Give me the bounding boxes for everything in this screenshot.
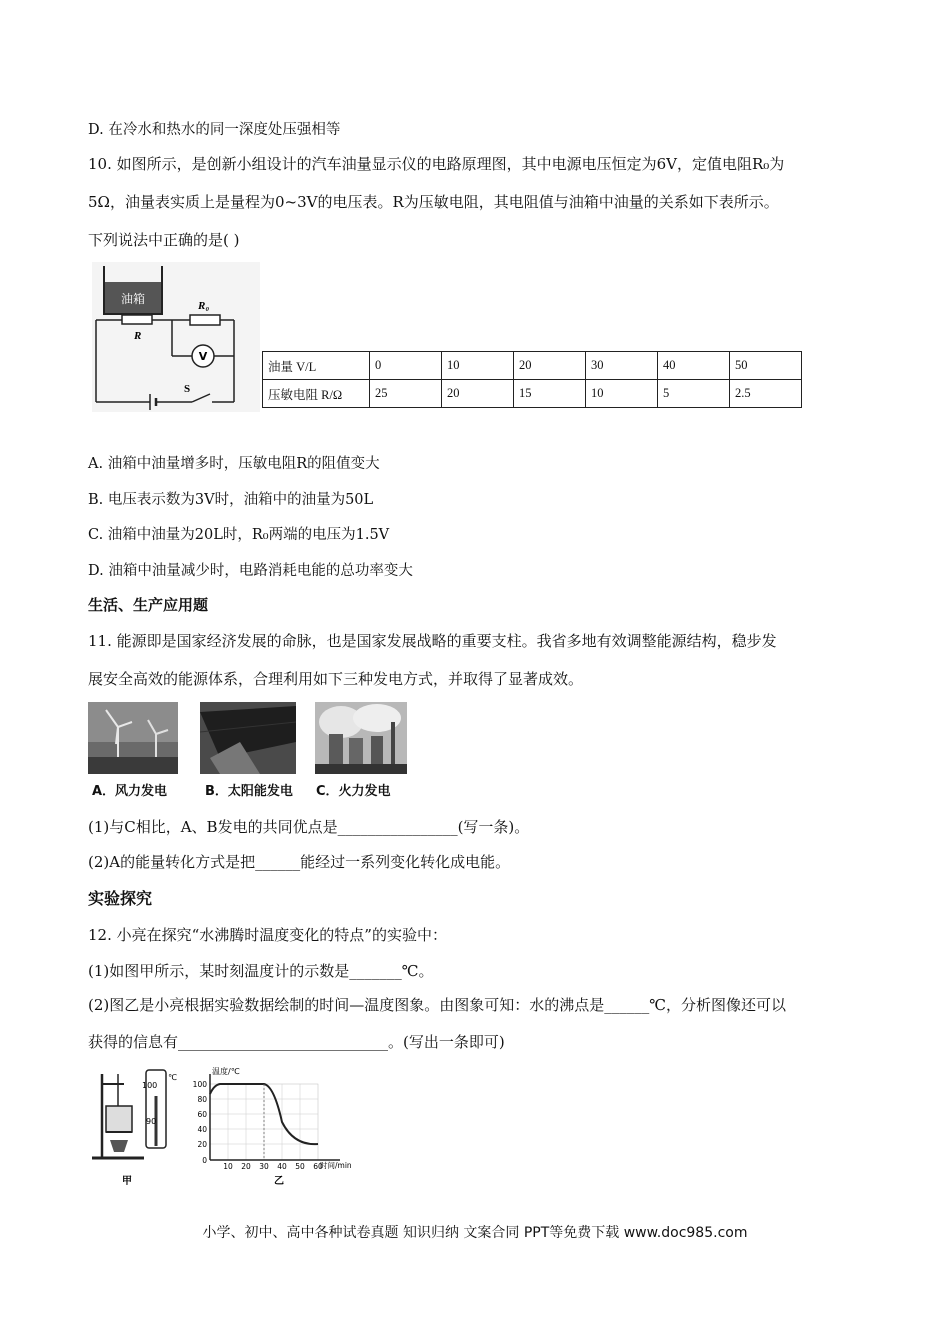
table-row: [263, 352, 802, 380]
alcohol-lamp-icon: [110, 1140, 128, 1152]
x-tick: 10: [223, 1162, 233, 1171]
photo-caption-a: A．风力发电: [92, 784, 168, 799]
x-tick: 60: [313, 1162, 323, 1171]
graph-x-label: 时间/min: [320, 1161, 352, 1170]
thermo-unit: ℃: [168, 1073, 177, 1082]
y-tick: 100: [192, 1080, 207, 1089]
q10-option-c: C. 油箱中油量为20L时，R₀两端的电压为1.5V: [88, 527, 390, 543]
thermo-tick-90: 90: [146, 1117, 157, 1126]
photo-caption-c: C．火力发电: [316, 784, 391, 799]
q10-option-b: B. 电压表示数为3V时，油箱中的油量为50L: [88, 492, 374, 508]
switch-label: S: [184, 383, 191, 395]
r0-label: R₀: [198, 300, 210, 312]
q12-part1: (1)如图甲所示，某时刻温度计的示数是_______℃。: [88, 962, 434, 980]
y-tick: 60: [197, 1110, 207, 1119]
boiling-apparatus-figure: [88, 1066, 188, 1188]
graph-y-label: 温度/℃: [212, 1067, 240, 1076]
q10-stem-line3: 下列说法中正确的是( ): [88, 231, 240, 249]
x-tick: 50: [295, 1162, 305, 1171]
x-tick: 20: [241, 1162, 251, 1171]
q10-option-a: A. 油箱中油量增多时，压敏电阻R的阻值变大: [88, 456, 380, 472]
table-cell: 0: [370, 352, 442, 380]
section-heading-experiment: 实验探究: [88, 889, 153, 908]
table-cell: 20: [514, 352, 586, 380]
thermo-tick-100: 100: [142, 1081, 158, 1090]
oil-gauge-circuit-diagram: [92, 262, 260, 412]
section-heading-application: 生活、生产应用题: [88, 596, 209, 614]
pressure-resistor-r: [122, 315, 152, 324]
photo-caption-b: B．太阳能发电: [205, 784, 293, 799]
thermal-power-photo: [315, 702, 407, 774]
temperature-time-graph: [190, 1066, 360, 1190]
table-cell: 2.5: [730, 380, 802, 408]
x-tick: 40: [277, 1162, 287, 1171]
solar-power-photo: [200, 702, 296, 774]
table-cell: 15: [514, 380, 586, 408]
q12-stem: 12. 小亮在探究“水沸腾时温度变化的特点”的实验中：: [88, 926, 447, 944]
fixed-resistor-r0: [190, 315, 220, 325]
table-row: [263, 380, 802, 408]
r-label: R: [134, 330, 142, 342]
table-head-resistance: 压敏电阻 R/Ω: [263, 380, 370, 408]
y-tick: 20: [197, 1140, 207, 1149]
table-cell: 25: [370, 380, 442, 408]
q9-option-d: D. 在冷水和热水的同一深度处压强相等: [88, 122, 341, 138]
q11-stem-line2: 展安全高效的能源体系，合理利用如下三种发电方式，并取得了显著成效。: [88, 670, 584, 688]
wind-power-photo: [88, 702, 178, 774]
table-cell: 40: [658, 352, 730, 380]
y-tick: 40: [197, 1125, 207, 1134]
table-cell: 20: [442, 380, 514, 408]
q10-stem-line2: 5Ω，油量表实质上是量程为0~3V的电压表。R为压敏电阻，其电阻值与油箱中油量的关系如下表所示。: [88, 193, 779, 211]
table-head-oil: 油量 V/L: [263, 352, 370, 380]
y-tick: 80: [197, 1095, 207, 1104]
figure-caption-yi: 乙: [274, 1176, 284, 1187]
y-tick: 0: [202, 1156, 207, 1165]
figure-caption-jia: 甲: [122, 1176, 132, 1187]
x-tick: 30: [259, 1162, 269, 1171]
q12-part2-line1: (2)图乙是小亮根据实验数据绘制的时间—温度图象。由图象可知：水的沸点是______℃，分析图像还可以: [88, 996, 787, 1014]
q11-stem-line1: 11. 能源即是国家经济发展的命脉，也是国家发展战略的重要支柱。我省多地有效调整能源结构，稳步发: [88, 632, 777, 650]
q11-part2: (2)A的能量转化方式是把______能经过一系列变化转化成电能。: [88, 853, 511, 871]
q10-stem-line1: 10. 如图所示，是创新小组设计的汽车油量显示仪的电路原理图，其中电源电压恒定为6V，定值电阻R₀为: [88, 155, 785, 173]
table-cell: 5: [658, 380, 730, 408]
table-cell: 50: [730, 352, 802, 380]
table-cell: 10: [586, 380, 658, 408]
table-cell: 30: [586, 352, 658, 380]
table-cell: 10: [442, 352, 514, 380]
q12-part2-line2: 获得的信息有____________________________。(写出一条即可): [88, 1033, 505, 1051]
tank-label: 油箱: [120, 292, 146, 306]
page-footer: 小学、初中、高中各种试卷真题 知识归纳 文案合同 PPT等免费下载 www.doc985.com: [202, 1225, 748, 1241]
voltmeter-label: V: [198, 350, 208, 363]
q10-option-d: D. 油箱中油量减少时，电路消耗电能的总功率变大: [88, 563, 413, 579]
q11-part1: (1)与C相比，A、B发电的共同优点是________________(写一条)。: [88, 818, 530, 836]
oil-resistance-table: [262, 351, 802, 408]
